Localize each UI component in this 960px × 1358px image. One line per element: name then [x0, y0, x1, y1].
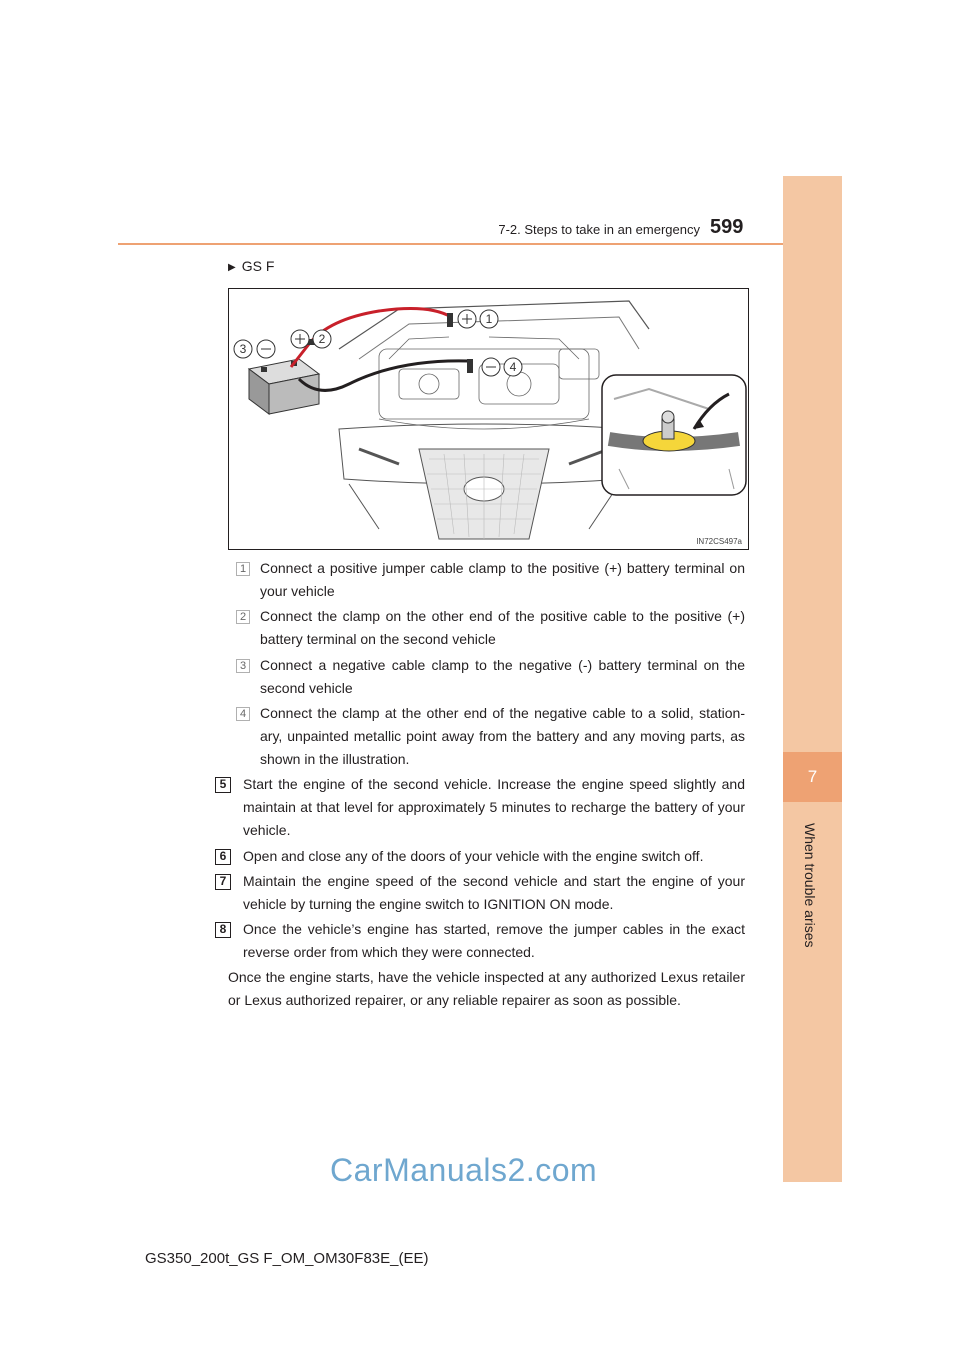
- closing-paragraph: Once the engine starts, have the vehicle inspected at any authorized Lexus retailer or Lexus authorized repairer, or any reliable repairer as soon as possible.: [228, 969, 745, 1008]
- triangle-bullet-icon: ▶: [228, 262, 236, 273]
- figure-code: IN72CS497a: [696, 537, 742, 546]
- substep-2-number: 2: [236, 610, 250, 624]
- model-subtitle-text: GS F: [241, 258, 275, 274]
- chapter-title-text: When trouble arises: [802, 822, 818, 948]
- substep-3-number: 3: [236, 659, 250, 673]
- callout-2: 2: [318, 332, 326, 346]
- step-8-number: 8: [215, 922, 231, 938]
- step-5-number: 5: [215, 777, 231, 793]
- step-7-text: Maintain the engine speed of the second vehicle and start the engine of your vehicle by turning the engine switch to IGNITION ON mode.: [243, 873, 745, 912]
- section-title: 7-2. Steps to take in an emergency: [498, 222, 700, 237]
- callout-4: 4: [509, 360, 517, 374]
- step-6-text: Open and close any of the doors of your vehicle with the engine switch off.: [243, 848, 704, 864]
- substep-4-text: Connect the clamp at the other end of the negative cable to a solid, station-ary, unpainted metallic point away from the battery and any moving parts, as shown in the illustration.: [260, 705, 745, 767]
- substep-1-text: Connect a positive jumper cable clamp to the positive (+) battery terminal on your vehicle: [260, 560, 745, 599]
- step-8-text: Once the vehicle’s engine has started, remove the jumper cables in the exact reverse order from which they were connected.: [243, 921, 745, 960]
- step-5-text: Start the engine of the second vehicle. Increase the engine speed slightly and maintain at that level for approximately 5 minutes to recharge the battery of your vehicle.: [243, 776, 745, 838]
- step-7-number: 7: [215, 874, 231, 890]
- substep-2-text: Connect the clamp on the other end of the positive cable to the positive (+) battery terminal on the second vehicle: [260, 608, 745, 647]
- step-6-number: 6: [215, 849, 231, 865]
- watermark: CarManuals2.com: [330, 1152, 598, 1188]
- jumper-cable-illustration: [228, 288, 749, 550]
- footer-doc-id: GS350_200t_GS F_OM_OM30F83E_(EE): [145, 1250, 429, 1267]
- callout-3: 3: [239, 342, 247, 356]
- chapter-number-tab: 7: [783, 752, 842, 802]
- substep-4-number: 4: [236, 707, 250, 721]
- ground-point-inset: [602, 375, 746, 495]
- substep-3-text: Connect a negative cable clamp to the negative (-) battery terminal on the second vehicle: [260, 657, 745, 696]
- engine-bay-drawing: [229, 289, 749, 550]
- header-rule: [118, 243, 783, 245]
- substep-1-number: 1: [236, 562, 250, 576]
- chapter-title: [790, 815, 830, 955]
- page-number: 599: [710, 216, 744, 238]
- chapter-sidebar: [783, 176, 842, 1182]
- callout-1: 1: [485, 312, 493, 326]
- model-subtitle: [228, 258, 274, 274]
